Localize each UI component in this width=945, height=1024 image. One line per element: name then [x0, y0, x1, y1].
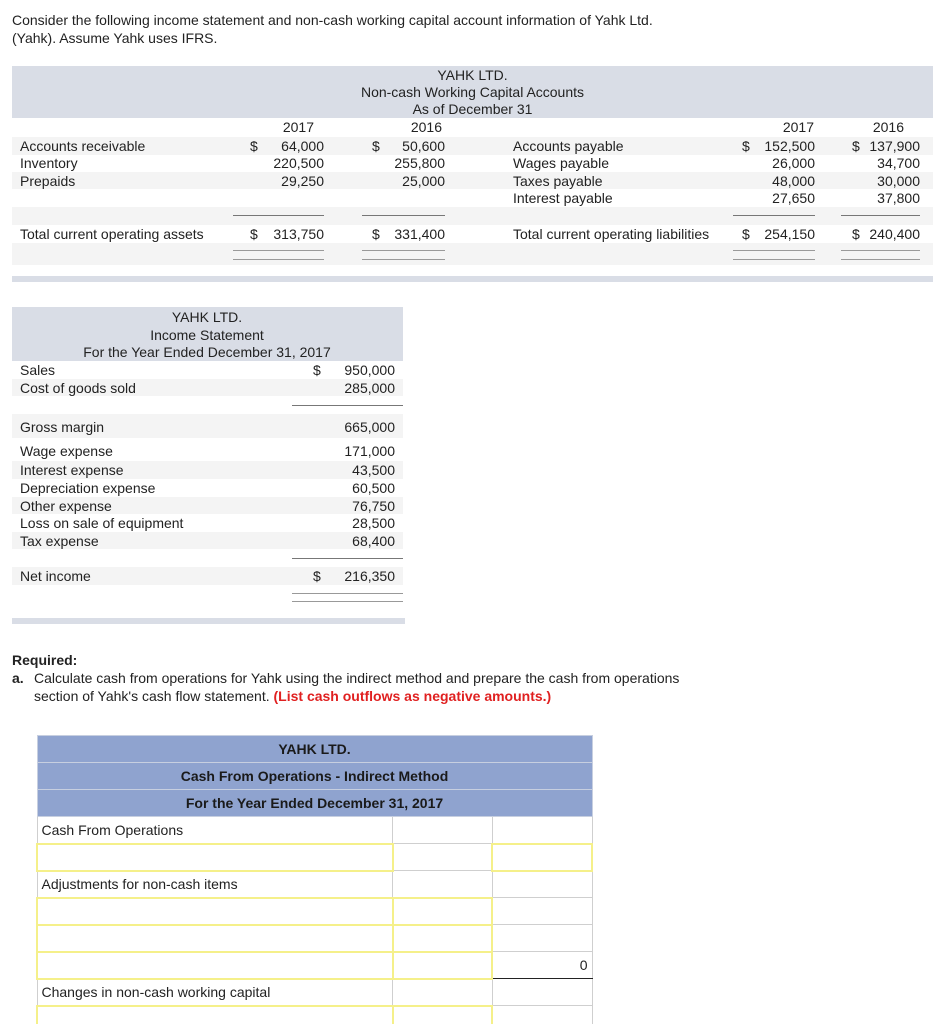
empty-cell	[492, 871, 592, 898]
net-income-label-input[interactable]	[37, 844, 393, 871]
currency-symbol: $	[372, 226, 380, 242]
income-statement-header	[12, 307, 403, 361]
currency-symbol: $	[250, 138, 258, 154]
wc-change-amount-input[interactable]	[393, 1006, 493, 1024]
table-row	[37, 952, 592, 979]
text-input[interactable]	[42, 846, 388, 869]
section-divider	[12, 618, 405, 624]
is-gross-margin-label: Gross margin	[20, 419, 105, 435]
empty-cell	[492, 979, 592, 1006]
is-company-name: YAHK LTD.	[171, 309, 243, 325]
currency-symbol: $	[250, 226, 258, 242]
wc-asset-label: Prepaids	[20, 173, 76, 189]
table-row	[37, 817, 592, 844]
is-net-income-label: Net income	[20, 568, 91, 584]
currency-symbol: $	[313, 568, 321, 584]
is-net-income-value: 216,350	[344, 568, 395, 584]
adjustment-label-input[interactable]	[37, 898, 393, 925]
cfo-section-label: Cash From Operations	[37, 817, 393, 844]
cash-from-operations-table	[36, 735, 593, 1024]
intro-line-2: (Yahk). Assume Yahk uses IFRS.	[12, 30, 218, 46]
is-gross-margin-value: 665,000	[344, 419, 395, 435]
table-row	[37, 844, 592, 871]
cfo-section-label: Changes in non-cash working capital	[37, 979, 393, 1006]
is-expense-label: Loss on sale of equipment	[20, 515, 184, 531]
required-text-1: Calculate cash from operations for Yahk using the indirect method and prepare the cash from operations	[34, 670, 680, 686]
required-note: (List cash outflows as negative amounts.)	[273, 688, 552, 704]
cfo-period: For the Year Ended December 31, 2017	[37, 790, 592, 817]
wc-liability-label: Wages payable	[513, 155, 609, 171]
wc-liability-value: 37,800	[877, 190, 920, 206]
currency-symbol: $	[742, 138, 750, 154]
wc-assets-total-2017: 313,750	[273, 226, 324, 242]
empty-cell	[393, 844, 493, 871]
amount-input[interactable]	[398, 900, 488, 923]
is-cogs-value: 285,000	[344, 380, 395, 396]
wc-liability-value: 30,000	[877, 173, 920, 189]
amount-input[interactable]	[398, 1008, 488, 1024]
wc-asset-value: 29,250	[281, 173, 324, 189]
wc-liab-year-2017: 2017	[782, 119, 814, 135]
required-heading: Required:	[12, 652, 78, 668]
is-expense-value: 171,000	[344, 443, 395, 459]
text-input[interactable]	[42, 954, 388, 977]
adjustment-amount-input[interactable]	[393, 898, 493, 925]
text-input[interactable]	[42, 1008, 388, 1024]
required-text-2: section of Yahk's cash flow statement.	[34, 688, 270, 704]
table-row	[37, 979, 592, 1006]
table-row	[37, 1006, 592, 1024]
empty-cell	[492, 898, 592, 925]
wc-liabilities-total-2017: 254,150	[764, 226, 815, 242]
required-instructions	[12, 651, 772, 705]
wc-title: Non-cash Working Capital Accounts	[360, 84, 585, 100]
currency-symbol: $	[852, 138, 860, 154]
is-expense-value: 76,750	[352, 498, 395, 514]
text-input[interactable]	[42, 900, 388, 923]
is-expense-label: Tax expense	[20, 533, 99, 549]
wc-asset-label: Inventory	[20, 155, 78, 171]
wc-liability-label: Interest payable	[513, 190, 613, 206]
wc-assets-year-2017: 2017	[282, 119, 314, 135]
adjustment-amount-input[interactable]	[393, 952, 493, 979]
adjustment-label-input[interactable]	[37, 925, 393, 952]
is-expense-value: 43,500	[352, 462, 395, 478]
wc-liability-value: 26,000	[772, 155, 815, 171]
wc-assets-year-2016: 2016	[410, 119, 442, 135]
is-cogs-label: Cost of goods sold	[20, 380, 136, 396]
wc-assets-total-2016: 331,400	[394, 226, 445, 242]
adjustment-label-input[interactable]	[37, 952, 393, 979]
wc-assets-total-label: Total current operating assets	[20, 226, 204, 242]
wc-asset-value: 255,800	[394, 155, 445, 171]
is-expense-value: 28,500	[352, 515, 395, 531]
is-title: Income Statement	[150, 327, 264, 343]
intro-text	[12, 11, 772, 47]
intro-line-1: Consider the following income statement and non-cash working capital account information of Yahk Ltd.	[12, 12, 653, 28]
wc-liability-value: 27,650	[772, 190, 815, 206]
is-expense-label: Wage expense	[20, 443, 113, 459]
text-input[interactable]	[42, 927, 388, 950]
wc-asset-value: 220,500	[273, 155, 324, 171]
wc-asset-value: 25,000	[402, 173, 445, 189]
table-row	[37, 898, 592, 925]
wc-liability-value: 137,900	[869, 138, 920, 154]
is-sales-value: 950,000	[344, 362, 395, 378]
empty-cell	[393, 979, 493, 1006]
table-row	[37, 871, 592, 898]
empty-cell	[492, 817, 592, 844]
working-capital-header	[12, 66, 933, 118]
adjustment-amount-input[interactable]	[393, 925, 493, 952]
empty-cell	[492, 1006, 592, 1024]
amount-input[interactable]	[398, 927, 488, 950]
adjustments-total: 0	[492, 952, 592, 979]
wc-liab-year-2016: 2016	[872, 119, 904, 135]
wc-company-name: YAHK LTD.	[437, 67, 508, 83]
wc-asset-value: 50,600	[402, 138, 445, 154]
net-income-amount-input[interactable]	[492, 844, 592, 871]
is-expense-value: 60,500	[352, 480, 395, 496]
currency-symbol: $	[313, 362, 321, 378]
cfo-title: Cash From Operations - Indirect Method	[37, 763, 592, 790]
wc-liability-value: 152,500	[764, 138, 815, 154]
amount-input[interactable]	[497, 846, 587, 869]
currency-symbol: $	[852, 226, 860, 242]
wc-liabilities-total-label: Total current operating liabilities	[513, 226, 710, 242]
section-divider	[12, 276, 933, 282]
cfo-company-name: YAHK LTD.	[37, 736, 592, 763]
wc-liability-value: 48,000	[772, 173, 815, 189]
wc-date: As of December 31	[412, 101, 533, 117]
wc-liability-label: Taxes payable	[513, 173, 603, 189]
is-expense-label: Depreciation expense	[20, 480, 156, 496]
wc-liability-value: 34,700	[877, 155, 920, 171]
is-expense-label: Interest expense	[20, 462, 124, 478]
is-period: For the Year Ended December 31, 2017	[83, 344, 331, 360]
currency-symbol: $	[372, 138, 380, 154]
is-expense-value: 68,400	[352, 533, 395, 549]
table-row	[37, 925, 592, 952]
cfo-section-label: Adjustments for non-cash items	[37, 871, 393, 898]
item-letter: a.	[12, 670, 24, 686]
is-expense-label: Other expense	[20, 498, 112, 514]
empty-cell	[492, 925, 592, 952]
wc-asset-value: 64,000	[281, 138, 324, 154]
wc-liability-label: Accounts payable	[513, 138, 624, 154]
currency-symbol: $	[742, 226, 750, 242]
empty-cell	[393, 871, 493, 898]
wc-liabilities-total-2016: 240,400	[869, 226, 920, 242]
wc-asset-label: Accounts receivable	[20, 138, 146, 154]
amount-input[interactable]	[398, 954, 488, 977]
wc-change-label-input[interactable]	[37, 1006, 393, 1024]
is-sales-label: Sales	[20, 362, 56, 378]
empty-cell	[393, 817, 493, 844]
